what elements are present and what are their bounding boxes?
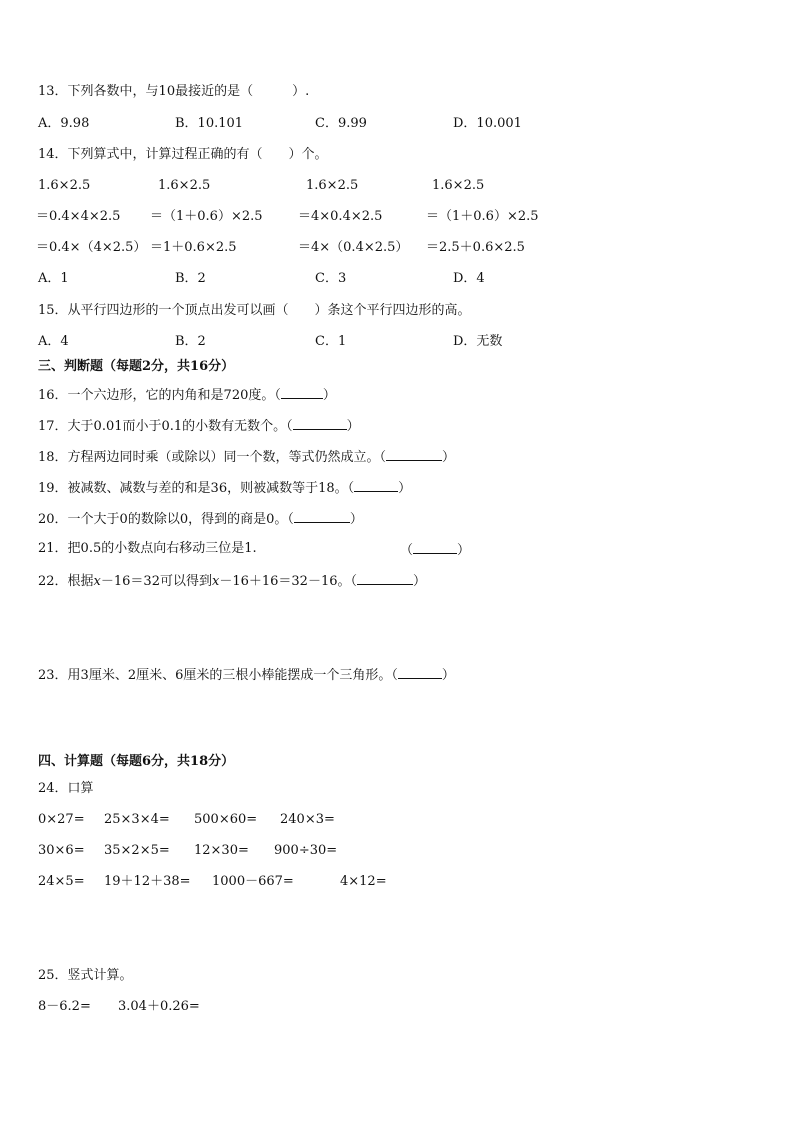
q14-calc-4-line-3: ＝2.5＋0.6×2.5 bbox=[426, 240, 525, 255]
q14-calc-1-line-3: ＝0.4×（4×2.5） bbox=[36, 240, 147, 255]
q24-item-r1-c1: 0×27= bbox=[38, 812, 85, 827]
q24-item-r1-c3: 500×60= bbox=[194, 812, 258, 827]
q21-answer bbox=[400, 541, 470, 559]
q25-item-1: 8－6.2= bbox=[38, 999, 91, 1014]
q13-option-c: C．9.99 bbox=[315, 116, 367, 131]
q20-text: 20．一个大于0的数除以0，得到的商是0。（ bbox=[38, 512, 294, 527]
q24-item-r2-c4: 900÷30= bbox=[274, 843, 338, 858]
q15-option-d: D．无数 bbox=[453, 334, 503, 349]
q22-variable-x-2: x bbox=[211, 574, 220, 589]
q14-calc-2-line-2: ＝（1＋0.6）×2.5 bbox=[150, 209, 263, 224]
q22-close: ） bbox=[413, 574, 427, 589]
question-17 bbox=[38, 417, 360, 435]
q20-close: ） bbox=[349, 512, 363, 527]
q22-prefix: 22．根据 bbox=[38, 574, 94, 589]
question-15-stem: 15．从平行四边形的一个顶点出发可以画（ ）条这个平行四边形的高。 bbox=[38, 303, 471, 318]
q21-answer-blank[interactable] bbox=[413, 541, 457, 554]
q17-close: ） bbox=[346, 419, 360, 434]
q21-text: 21．把0.5的小数点向右移动三位是1. bbox=[38, 541, 257, 556]
q13-option-b: B．10.101 bbox=[175, 116, 244, 131]
question-23 bbox=[38, 666, 455, 684]
question-19 bbox=[38, 479, 411, 497]
question-14-stem: 14．下列算式中，计算过程正确的有（ ）个。 bbox=[38, 147, 328, 162]
q14-calc-3-line-1: 1.6×2.5 bbox=[306, 178, 359, 193]
q24-item-r2-c2: 35×2×5= bbox=[104, 843, 170, 858]
section-4-heading: 四、计算题（每题6分，共18分） bbox=[38, 754, 235, 769]
q21-open: （ bbox=[400, 543, 414, 558]
question-18 bbox=[38, 448, 455, 466]
q17-answer-blank[interactable] bbox=[293, 417, 347, 430]
q14-calc-3-line-3: ＝4×（0.4×2.5） bbox=[298, 240, 409, 255]
question-22 bbox=[38, 572, 426, 590]
question-21 bbox=[38, 541, 257, 557]
q23-answer-blank[interactable] bbox=[398, 666, 442, 679]
q14-option-a: A．1 bbox=[38, 271, 69, 286]
q14-calc-2-line-3: ＝1＋0.6×2.5 bbox=[150, 240, 237, 255]
q23-close: ） bbox=[441, 668, 455, 683]
q22-equation-2: －16＋16＝32－16。（ bbox=[219, 574, 357, 589]
q16-answer-blank[interactable] bbox=[281, 386, 323, 399]
q24-item-r2-c3: 12×30= bbox=[194, 843, 249, 858]
q15-option-c: C．1 bbox=[315, 334, 347, 349]
q24-item-r2-c1: 30×6= bbox=[38, 843, 85, 858]
q19-answer-blank[interactable] bbox=[354, 479, 398, 492]
question-13-stem: 13．下列各数中，与10最接近的是（ ）. bbox=[38, 84, 310, 99]
q24-item-r1-c4: 240×3= bbox=[280, 812, 335, 827]
q25-item-2: 3.04＋0.26= bbox=[118, 999, 200, 1014]
question-24-stem: 24．口算 bbox=[38, 781, 94, 796]
q13-option-d: D．10.001 bbox=[453, 116, 522, 131]
q14-calc-3-line-2: ＝4×0.4×2.5 bbox=[298, 209, 383, 224]
q15-option-a: A．4 bbox=[38, 334, 69, 349]
q18-text: 18．方程两边同时乘（或除以）同一个数，等式仍然成立。（ bbox=[38, 450, 387, 465]
question-20 bbox=[38, 510, 363, 528]
q19-text: 19．被减数、减数与差的和是36，则被减数等于18。（ bbox=[38, 481, 355, 496]
section-3-heading: 三、判断题（每题2分，共16分） bbox=[38, 359, 235, 374]
q18-close: ） bbox=[442, 450, 456, 465]
q22-equation-1: －16＝32可以得到 bbox=[100, 574, 212, 589]
q14-calc-1-line-1: 1.6×2.5 bbox=[38, 178, 91, 193]
question-25-stem: 25．竖式计算。 bbox=[38, 968, 133, 983]
q19-close: ） bbox=[398, 481, 412, 496]
q20-answer-blank[interactable] bbox=[294, 510, 350, 523]
q14-calc-2-line-1: 1.6×2.5 bbox=[158, 178, 211, 193]
q18-answer-blank[interactable] bbox=[386, 448, 442, 461]
question-16 bbox=[38, 386, 336, 404]
q21-close: ） bbox=[457, 543, 471, 558]
q24-item-r1-c2: 25×3×4= bbox=[104, 812, 170, 827]
q17-text: 17．大于0.01而小于0.1的小数有无数个。（ bbox=[38, 419, 293, 434]
q22-variable-x: x bbox=[93, 574, 101, 589]
q16-close: ） bbox=[322, 388, 336, 403]
q24-item-r3-c2: 19＋12＋38= bbox=[104, 874, 191, 889]
q14-option-c: C．3 bbox=[315, 271, 347, 286]
q23-text: 23．用3厘米、2厘米、6厘米的三根小棒能摆成一个三角形。（ bbox=[38, 668, 398, 683]
q24-item-r3-c1: 24×5= bbox=[38, 874, 85, 889]
q24-item-r3-c4: 4×12= bbox=[340, 874, 387, 889]
q13-option-a: A．9.98 bbox=[38, 116, 90, 131]
q14-option-b: B．2 bbox=[175, 271, 206, 286]
q15-option-b: B．2 bbox=[175, 334, 206, 349]
q22-answer-blank[interactable] bbox=[357, 572, 413, 585]
q14-calc-4-line-1: 1.6×2.5 bbox=[432, 178, 485, 193]
q14-option-d: D．4 bbox=[453, 271, 485, 286]
q14-calc-4-line-2: ＝（1＋0.6）×2.5 bbox=[426, 209, 539, 224]
q16-text: 16．一个六边形，它的内角和是720度。（ bbox=[38, 388, 281, 403]
q14-calc-1-line-2: ＝0.4×4×2.5 bbox=[36, 209, 121, 224]
q24-item-r3-c3: 1000－667= bbox=[212, 874, 294, 889]
